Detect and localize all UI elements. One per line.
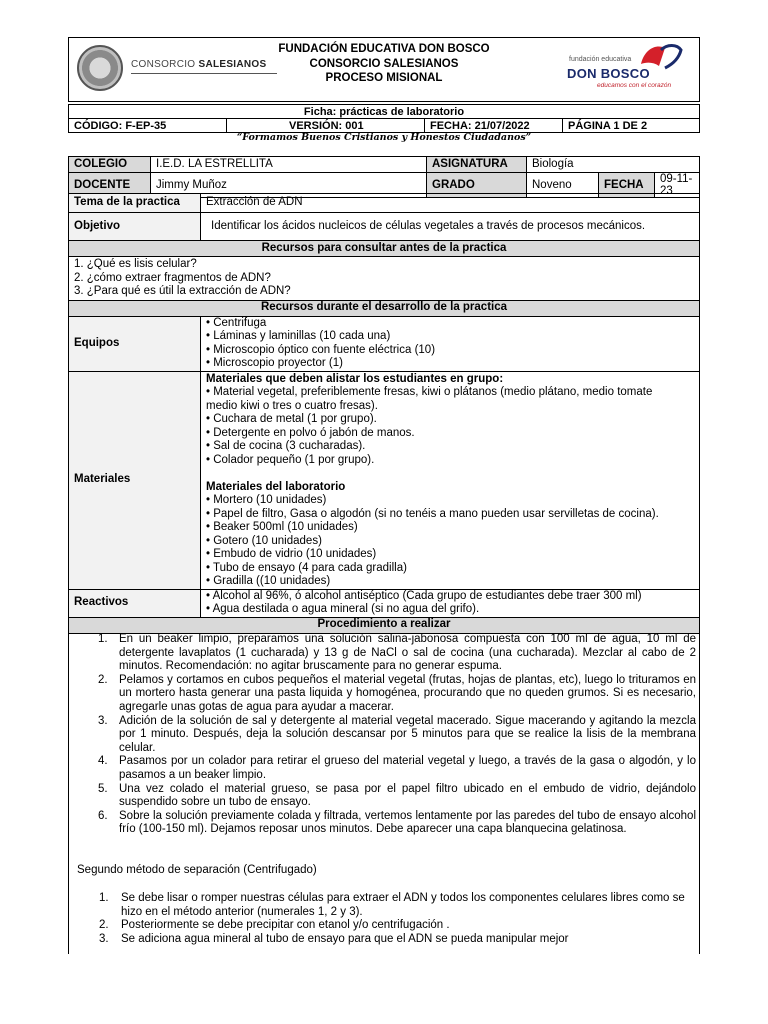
info-table: [68, 156, 700, 198]
procedure-step: [69, 715, 701, 756]
ficha-table: [68, 104, 700, 133]
step-number: 6.: [98, 809, 108, 822]
step-number: 2.: [98, 673, 108, 686]
step-text: Se adiciona agua mineral al tubo de ensayo para que el ADN se pueda manipular mejor: [121, 932, 569, 945]
don-bosco-logo-main: DON BOSCO: [567, 66, 650, 81]
asignatura-value: Biología: [527, 157, 700, 173]
material-item: • Sal de cocina (3 cucharadas).: [206, 440, 366, 452]
step-number: 3.: [99, 932, 109, 945]
reactivos-label: Reactivos: [69, 589, 201, 617]
procedure-section: [68, 632, 700, 954]
material-lab-item: • Gotero (10 unidades): [206, 534, 322, 547]
pregunta-item: 3. ¿Para qué es útil la extracción de ADN?: [74, 285, 291, 297]
step-number: 1.: [98, 633, 108, 645]
spacer: [206, 467, 694, 481]
reactivo-item: • Agua destilada o agua mineral (si no agua del grifo).: [206, 603, 480, 615]
ficha-title: Ficha: prácticas de laboratorio: [69, 105, 700, 119]
don-bosco-logo-small: fundación educativa: [569, 56, 632, 63]
materiales-label: Materiales: [69, 371, 201, 589]
step-number: 2.: [99, 919, 109, 932]
fecha-value: 09-11-23: [655, 172, 700, 197]
material-item: medio kiwi o tres o cuatro fresas).: [206, 399, 378, 412]
procedure-step: [69, 810, 701, 837]
step-text: Posteriormente se debe precipitar con etanol y/o centrifugación .: [121, 919, 450, 932]
don-bosco-logo: [567, 42, 687, 98]
objetivo-label: Objetivo: [69, 213, 201, 241]
header-consortium: CONSORCIO SALESIANOS: [309, 57, 459, 70]
docente-label: DOCENTE: [69, 172, 151, 197]
step-number: 3.: [98, 714, 108, 727]
step-text: Una vez colado el material grueso, se pasa por el papel filtro ubicado en el embudo de vidrio, dejándolo suspendido sobre un tubo de ensayo.: [119, 782, 696, 809]
second-method-title: Segundo método de separación (Centrifugado): [77, 864, 317, 876]
equipo-item: • Microscopio proyector (1): [206, 357, 343, 369]
material-lab-item: • Embudo de vidrio (10 unidades): [206, 548, 377, 560]
ficha-codigo: CÓDIGO: F-EP-35: [69, 119, 227, 133]
equipo-item: • Microscopio óptico con fuente eléctrica (10): [206, 343, 436, 356]
pregunta-item: 1. ¿Qué es lisis celular?: [74, 258, 197, 270]
grado-value: Noveno: [527, 172, 599, 197]
header-process: PROCESO MISIONAL: [325, 72, 443, 84]
material-lab-item: • Papel de filtro, Gasa o algodón (si no tenéis a mano pueden usar servilletas de cocina).: [206, 507, 659, 520]
second-method-step: [69, 919, 701, 933]
reactivo-item: • Alcohol al 96%, ó alcohol antiséptico (Cada grupo de estudiantes debe traer 300 ml): [206, 589, 642, 602]
procedure-step: [69, 755, 701, 782]
recursos-antes-title: Recursos para consultar antes de la practica: [69, 241, 700, 257]
step-text: Adición de la solución de sal y detergente al material vegetal macerado. Sigue macerando y agitando la mezcla por 1 minuto. Después, deja la solución descansar por 5 minutos para que se realice la lisis de la membrana celular.: [119, 714, 696, 754]
material-lab-item: • Mortero (10 unidades): [206, 494, 327, 506]
colegio-label: COLEGIO: [69, 157, 151, 173]
practice-table: [68, 193, 700, 634]
procedure-step: [69, 674, 701, 715]
reactivos-list: [201, 589, 700, 617]
procedure-steps: [69, 633, 701, 837]
second-method-steps: [69, 892, 701, 946]
material-lab-item: • Tubo de ensayo (4 para cada gradilla): [206, 561, 407, 574]
material-lab-item: • Beaker 500ml (10 unidades): [206, 521, 358, 533]
step-text: Sobre la solución previamente colada y filtrada, vertemos lentamente por las paredes del tubo de ensayo alcohol frío (100-150 ml). Dejamos reposar unos minutos. Debe aparecer una capa blanquecina gelatinosa.: [119, 809, 696, 836]
salesianos-logo-word: SALESIANOS: [198, 59, 267, 70]
material-item: • Material vegetal, preferiblemente fresas, kiwi o plátanos (medio plátano, medio tomate: [206, 386, 653, 398]
ficha-pagina: PÁGINA 1 DE 2: [563, 119, 700, 133]
don-bosco-logo-tagline: educamos con el corazón: [597, 82, 672, 89]
equipos-label: Equipos: [69, 316, 201, 371]
step-text: En un beaker limpio, preparamos una solución salina-jabonosa compuesta con 100 ml de agua, 10 ml de detergente lavaplatos (1 cucharada) y 13 g de NaCl o sal de cocina (una cucharada). Mezclar al cabo de 2 minutos. Recomendación: no agitar bruscamente para no generar espuma.: [119, 633, 696, 673]
procedure-step: [69, 633, 701, 674]
step-text: Pelamos y cortamos en cubos pequeños el material vegetal (frutas, hojas de plantas, etc), luego lo trituramos en un mortero hasta generar una pasta liquida y homogénea, procurando que no queden grumos. Si es necesario, agregarle unas gotas de agua para ayudar a macerar.: [119, 673, 696, 713]
pregunta-item: 2. ¿cómo extraer fragmentos de ADN?: [74, 271, 271, 284]
procedure-step: [69, 783, 701, 810]
step-number: 5.: [98, 782, 108, 795]
material-item: • Cuchara de metal (1 por grupo).: [206, 413, 377, 425]
materiales-laboratorio-title: Materiales del laboratorio: [206, 480, 346, 493]
procedimiento-title: Procedimiento a realizar: [69, 617, 700, 633]
equipo-item: • Láminas y laminillas (10 cada una): [206, 330, 391, 342]
fecha-label: FECHA: [599, 172, 655, 197]
material-item: • Colador pequeño (1 por grupo).: [206, 453, 375, 466]
second-method-step: [69, 933, 701, 947]
material-lab-item: • Gradilla ((10 unidades): [206, 575, 331, 587]
colegio-value: I.E.D. LA ESTRELLITA: [151, 157, 427, 173]
equipos-list: [201, 316, 700, 371]
docente-value: Jimmy Muñoz: [151, 172, 427, 197]
header-foundation: FUNDACIÓN EDUCATIVA DON BOSCO: [278, 43, 490, 55]
materiales-list: [201, 371, 700, 589]
step-text: Se debe lisar o romper nuestras células para extraer el ADN y todos los componentes celulares libres como se hizo en el método anterior (numerales 1, 2 y 3).: [121, 892, 685, 918]
step-number: 1.: [99, 892, 109, 904]
institutional-motto: “Formamos Buenos Cristianos y Honestos Ciudadanos”: [236, 132, 532, 143]
material-item: • Detergente en polvo ó jabón de manos.: [206, 426, 415, 439]
asignatura-label: ASIGNATURA: [427, 157, 527, 173]
recursos-durante-title: Recursos durante el desarrollo de la practica: [69, 300, 700, 316]
objetivo-value: Identificar los ácidos nucleicos de células vegetales a través de procesos mecánicos.: [201, 213, 700, 241]
tema-value: Extracción de ADN: [201, 194, 700, 213]
second-method-step: [69, 892, 701, 919]
tema-label: Tema de la practica: [69, 194, 201, 213]
ficha-version: VERSIÓN: 001: [227, 119, 425, 133]
step-number: 4.: [98, 755, 108, 768]
ficha-fecha: FECHA: 21/07/2022: [425, 119, 563, 133]
materiales-estudiantes-title: Materiales que deben alistar los estudiantes en grupo:: [206, 372, 504, 385]
document-header: [68, 37, 700, 102]
grado-label: GRADO: [427, 172, 527, 197]
preguntas-list: [69, 257, 700, 301]
equipo-item: • Centrifuga: [206, 316, 267, 329]
consorcio-logo-word: CONSORCIO: [131, 59, 196, 70]
step-text: Pasamos por un colador para retirar el grueso del material vegetal y luego, a través de la gasa o algodón, y lo pasamos a un beaker limpio.: [119, 755, 696, 781]
